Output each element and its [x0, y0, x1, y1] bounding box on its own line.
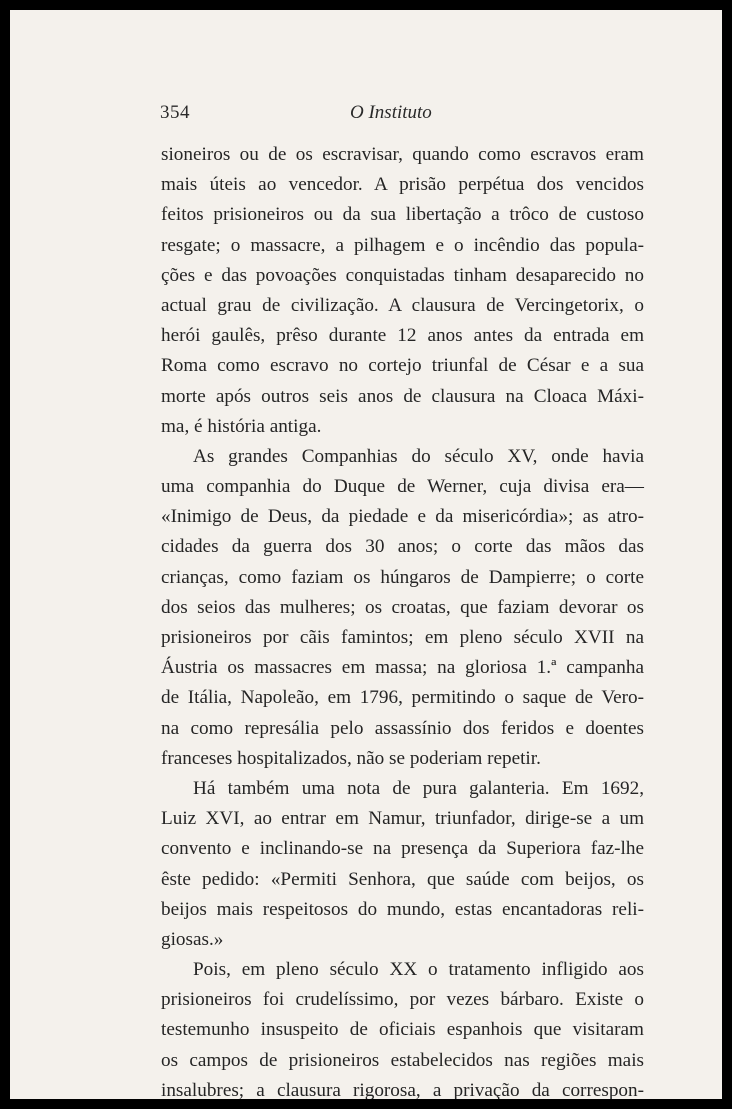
- text-line: testemunho insuspeito de oficiais espanhois que visitaram: [161, 1019, 644, 1041]
- text-line: insalubres; a clausura rigorosa, a privação da correspon-: [161, 1079, 644, 1099]
- text-line: êste pedido: «Permiti Senhora, que saúde com beijos, os: [161, 868, 644, 890]
- text-line: Luiz XVI, ao entrar em Namur, triunfador, dirige-se a um: [161, 808, 644, 830]
- body-text: [161, 140, 644, 1099]
- text-line: resgate; o massacre, a pilhagem e o incêndio das popula-: [161, 234, 644, 256]
- page-number: 354: [160, 102, 190, 123]
- paragraph-first-line: Pois, em pleno século XX o tratamento infligido aos: [193, 959, 644, 981]
- text-line: prisioneiros por cãis famintos; em pleno século XVII na: [161, 627, 644, 648]
- text-line: sioneiros ou de os escravisar, quando como escravos eram: [161, 144, 644, 165]
- text-line: herói gaulês, prêso durante 12 anos antes da entrada em: [161, 325, 644, 347]
- text-line: mais úteis ao vencedor. A prisão perpétua dos vencidos: [161, 174, 644, 196]
- text-line: beijos mais respeitosos do mundo, estas encantadoras reli-: [161, 898, 644, 920]
- paragraph-first-line: Há também uma nota de pura galanteria. Em 1692,: [193, 777, 644, 799]
- page-header: [160, 102, 654, 132]
- text-line: dos seios das mulheres; os croatas, que faziam devorar os: [161, 596, 644, 618]
- text-line: convento e inclinando-se na presença da Superiora faz-lhe: [161, 838, 644, 860]
- text-line: na como represália pelo assassínio dos feridos e doentes: [161, 717, 644, 739]
- text-line: prisioneiros foi crudelíssimo, por vezes bárbaro. Existe o: [161, 989, 644, 1011]
- text-line: cidades da guerra dos 30 anos; o corte das mãos das: [161, 536, 644, 558]
- text-line: morte após outros seis anos de clausura na Cloaca Máxi-: [161, 385, 644, 407]
- book-page: [10, 10, 722, 1099]
- text-line: os campos de prisioneiros estabelecidos nas regiões mais: [161, 1049, 644, 1071]
- text-line: uma companhia do Duque de Werner, cuja divisa era—: [161, 476, 644, 498]
- text-line: franceses hospitalizados, não se poderiam repetir.: [161, 747, 541, 769]
- text-line: ma, é história antiga.: [161, 415, 322, 437]
- running-title: O Instituto: [350, 102, 432, 123]
- text-line: crianças, como faziam os húngaros de Dampierre; o corte: [161, 566, 644, 588]
- text-line: Áustria os massacres em massa; na gloriosa 1.ª campanha: [161, 657, 644, 679]
- text-line: ções e das povoações conquistadas tinham desaparecido no: [161, 264, 644, 286]
- paragraph-first-line: As grandes Companhias do século XV, onde havia: [193, 445, 644, 467]
- text-line: actual grau de civilização. A clausura de Vercingetorix, o: [161, 294, 644, 316]
- text-line: giosas.»: [161, 928, 224, 950]
- text-line: «Inimigo de Deus, da piedade e da misericórdia»; as atro-: [161, 506, 644, 528]
- text-line: de Itália, Napoleão, em 1796, permitindo o saque de Vero-: [161, 687, 644, 709]
- text-line: feitos prisioneiros ou da sua libertação a trôco de custoso: [161, 204, 644, 226]
- text-line: Roma como escravo no cortejo triunfal de César e a sua: [161, 355, 644, 377]
